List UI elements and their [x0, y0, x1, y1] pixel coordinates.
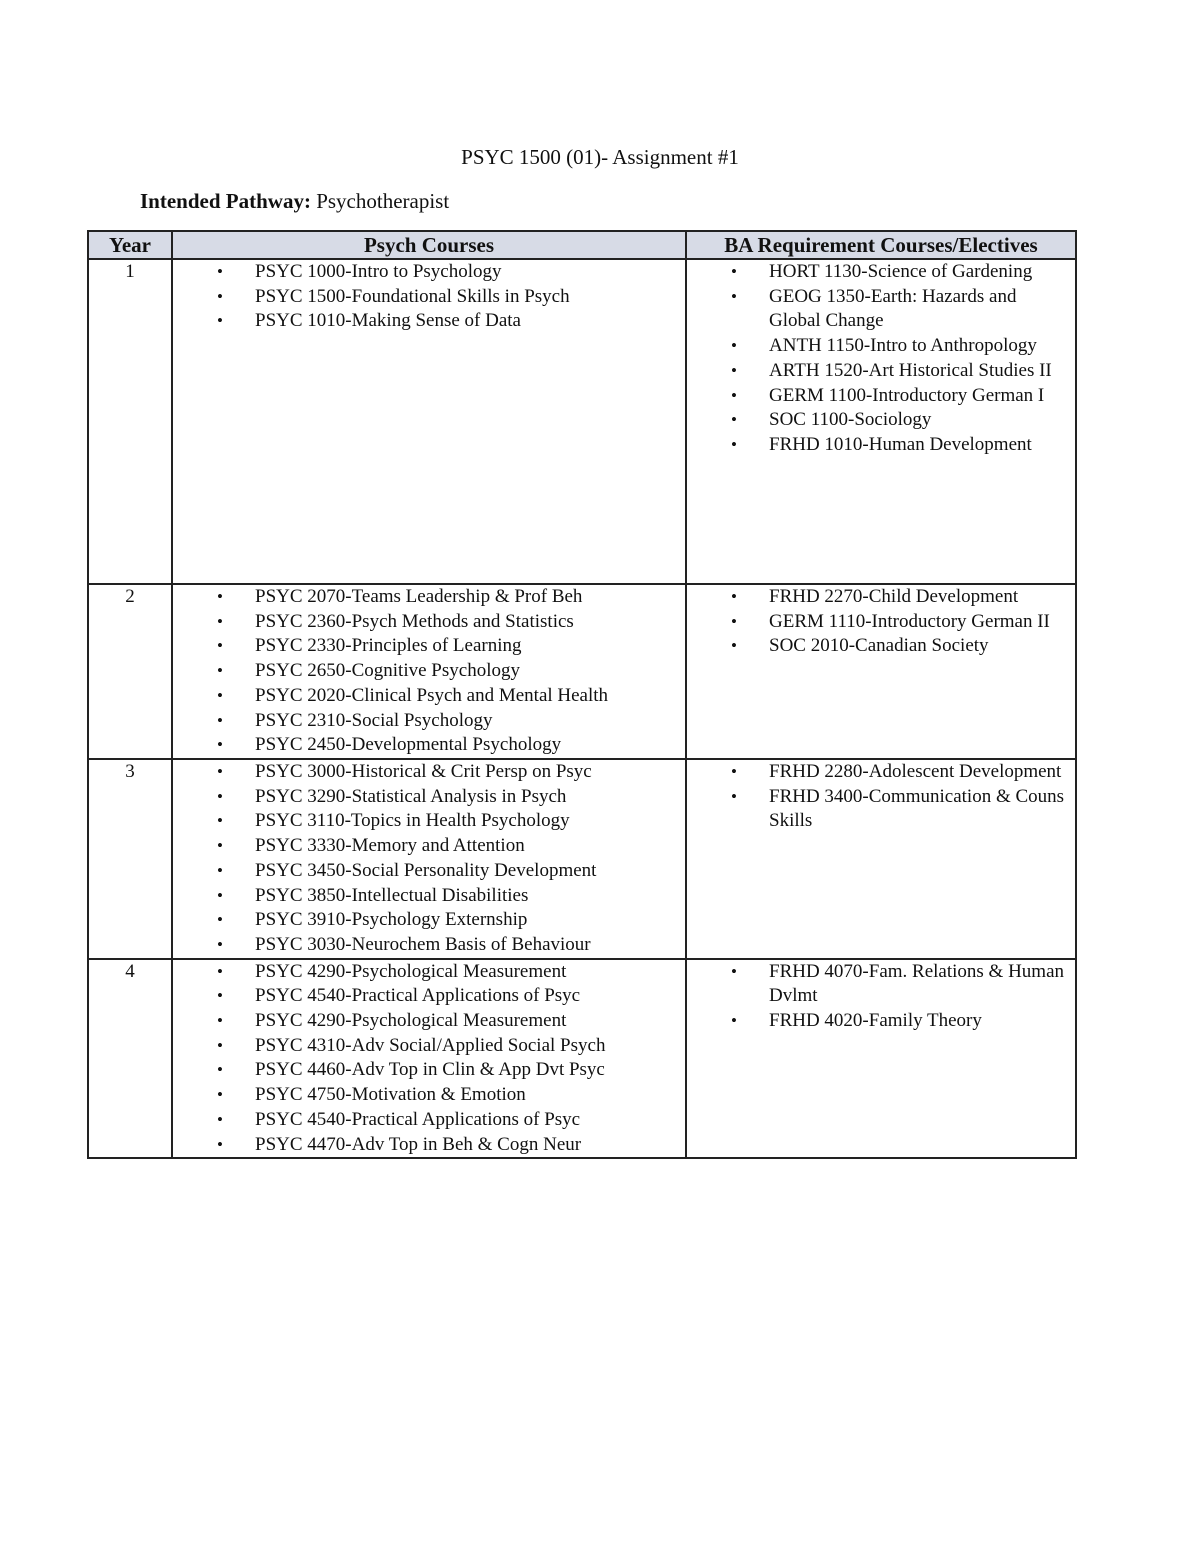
bullet-icon: • — [217, 1085, 223, 1105]
bullet-icon: • — [217, 262, 223, 281]
list-item — [687, 433, 1075, 458]
list-item — [173, 834, 685, 859]
psych-courses-cell — [172, 959, 686, 1159]
course-name: GEOG 1350-Earth: Hazards and Global Change — [769, 285, 1017, 332]
course-name: PSYC 2450-Developmental Psychology — [255, 734, 562, 756]
course-name: PSYC 1500-Foundational Skills in Psych — [255, 285, 570, 307]
course-name: FRHD 1010-Human Development — [769, 433, 1032, 455]
list-item — [687, 384, 1075, 409]
list-item — [173, 859, 685, 884]
bullet-icon: • — [217, 611, 223, 631]
bullet-icon: • — [731, 611, 737, 631]
list-item — [687, 760, 1075, 785]
psych-courses-cell — [172, 584, 686, 759]
ba-courses-cell — [686, 959, 1076, 1159]
bullet-icon: • — [217, 286, 223, 306]
list-item — [173, 884, 685, 909]
course-name: PSYC 2070-Teams Leadership & Prof Beh — [255, 586, 583, 607]
list-item — [173, 659, 685, 684]
header-year: Year — [88, 231, 172, 259]
bullet-icon: • — [217, 986, 223, 1006]
list-item — [687, 610, 1075, 635]
course-name: HORT 1130-Science of Gardening — [769, 261, 1033, 282]
course-name: PSYC 2020-Clinical Psych and Mental Health — [255, 684, 609, 706]
list-item — [173, 1009, 685, 1034]
course-name: PSYC 3450-Social Personality Development — [255, 859, 597, 881]
header-psych-courses: Psych Courses — [172, 231, 686, 259]
list-item — [687, 1009, 1075, 1034]
course-name: SOC 1100-Sociology — [769, 409, 932, 431]
year-cell: 1 — [88, 259, 172, 584]
bullet-icon: • — [217, 587, 223, 606]
psych-courses-cell — [172, 259, 686, 584]
ba-course-list — [687, 260, 1075, 458]
bullet-icon: • — [731, 587, 737, 606]
bullet-icon: • — [731, 434, 737, 454]
table-row — [88, 259, 1076, 584]
course-name: PSYC 4540-Practical Applications of Psyc — [255, 985, 581, 1007]
bullet-icon: • — [217, 1109, 223, 1129]
course-name: GERM 1110-Introductory German II — [769, 610, 1050, 632]
list-item — [173, 785, 685, 810]
course-name: PSYC 1010-Making Sense of Data — [255, 310, 521, 332]
list-item — [173, 760, 685, 785]
course-name: PSYC 3910-Psychology Externship — [255, 909, 528, 931]
psych-course-list — [173, 260, 685, 334]
course-name: FRHD 2270-Child Development — [769, 586, 1019, 607]
list-item — [173, 309, 685, 334]
course-name: GERM 1100-Introductory German I — [769, 384, 1045, 406]
list-item — [687, 408, 1075, 433]
bullet-icon: • — [731, 360, 737, 380]
bullet-icon: • — [217, 735, 223, 755]
list-item — [173, 1058, 685, 1083]
course-name: PSYC 3000-Historical & Crit Persp on Psyc — [255, 761, 592, 782]
list-item — [173, 1133, 685, 1158]
bullet-icon: • — [217, 710, 223, 730]
course-name: FRHD 4070-Fam. Relations & Human Dvlmt — [769, 960, 1065, 1007]
bullet-icon: • — [731, 786, 737, 806]
list-item — [173, 908, 685, 933]
course-name: SOC 2010-Canadian Society — [769, 635, 989, 657]
bullet-icon: • — [731, 336, 737, 356]
list-item — [173, 285, 685, 310]
bullet-icon: • — [217, 1011, 223, 1031]
list-item — [173, 960, 685, 985]
bullet-icon: • — [217, 636, 223, 656]
table-row — [88, 959, 1076, 1159]
bullet-icon: • — [731, 262, 737, 281]
document-title: PSYC 1500 (01)- Assignment #1 — [461, 145, 739, 169]
bullet-icon: • — [217, 934, 223, 954]
bullet-icon: • — [217, 1060, 223, 1080]
year-cell: 3 — [88, 759, 172, 959]
course-name: PSYC 4460-Adv Top in Clin & App Dvt Psyc — [255, 1059, 605, 1081]
list-item — [173, 1083, 685, 1108]
list-item — [687, 285, 1075, 334]
course-name: PSYC 2360-Psych Methods and Statistics — [255, 610, 574, 632]
pathway-label: Intended Pathway: — [140, 189, 311, 213]
list-item — [173, 634, 685, 659]
course-name: ANTH 1150-Intro to Anthropology — [769, 335, 1037, 357]
bullet-icon: • — [217, 836, 223, 856]
course-name: FRHD 2280-Adolescent Development — [769, 761, 1062, 782]
year-cell: 4 — [88, 959, 172, 1159]
bullet-icon: • — [217, 885, 223, 905]
course-name: PSYC 4290-Psychological Measurement — [255, 1010, 567, 1032]
course-name: PSYC 2310-Social Psychology — [255, 709, 493, 731]
bullet-icon: • — [217, 311, 223, 331]
bullet-icon: • — [217, 762, 223, 781]
ba-courses-cell — [686, 759, 1076, 959]
course-name: FRHD 4020-Family Theory — [769, 1010, 982, 1032]
list-item — [687, 960, 1075, 1009]
course-name: PSYC 1000-Intro to Psychology — [255, 261, 502, 282]
bullet-icon: • — [217, 860, 223, 880]
list-item — [687, 785, 1075, 834]
table-row — [88, 759, 1076, 959]
course-name: PSYC 3030-Neurochem Basis of Behaviour — [255, 933, 591, 955]
ba-course-list — [687, 760, 1075, 834]
course-name: PSYC 4750-Motivation & Emotion — [255, 1084, 526, 1106]
list-item — [687, 634, 1075, 659]
course-name: PSYC 2330-Principles of Learning — [255, 635, 522, 657]
course-plan-table — [87, 230, 1077, 1159]
psych-course-list — [173, 960, 685, 1158]
course-name: PSYC 3330-Memory and Attention — [255, 835, 525, 857]
list-item — [173, 684, 685, 709]
course-name: PSYC 3110-Topics in Health Psychology — [255, 810, 570, 832]
intended-pathway — [140, 187, 449, 215]
list-item — [173, 260, 685, 285]
course-name: PSYC 3290-Statistical Analysis in Psych — [255, 785, 567, 807]
table-header-row — [88, 231, 1076, 259]
psych-course-list — [173, 585, 685, 758]
bullet-icon: • — [217, 786, 223, 806]
bullet-icon: • — [731, 961, 737, 981]
bullet-icon: • — [731, 286, 737, 306]
bullet-icon: • — [217, 685, 223, 705]
list-item — [173, 733, 685, 758]
table-row — [88, 584, 1076, 759]
bullet-icon: • — [217, 910, 223, 930]
list-item — [173, 1034, 685, 1059]
list-item — [173, 984, 685, 1009]
bullet-icon: • — [731, 762, 737, 781]
bullet-icon: • — [217, 811, 223, 831]
list-item — [173, 709, 685, 734]
course-name: PSYC 4310-Adv Social/Applied Social Psych — [255, 1034, 606, 1056]
header-ba-courses: BA Requirement Courses/Electives — [686, 231, 1076, 259]
list-item — [687, 260, 1075, 285]
ba-course-list — [687, 585, 1075, 659]
list-item — [687, 585, 1075, 610]
course-name: PSYC 4540-Practical Applications of Psyc — [255, 1108, 581, 1130]
bullet-icon: • — [217, 1035, 223, 1055]
year-cell: 2 — [88, 584, 172, 759]
ba-course-list — [687, 960, 1075, 1034]
course-name: ARTH 1520-Art Historical Studies II — [769, 359, 1052, 381]
list-item — [173, 1108, 685, 1133]
bullet-icon: • — [731, 636, 737, 656]
ba-courses-cell — [686, 259, 1076, 584]
course-name: PSYC 4470-Adv Top in Beh & Cogn Neur — [255, 1133, 582, 1155]
list-item — [687, 334, 1075, 359]
list-item — [173, 933, 685, 958]
bullet-icon: • — [731, 410, 737, 430]
bullet-icon: • — [731, 1011, 737, 1031]
pathway-value: Psychotherapist — [316, 189, 450, 213]
bullet-icon: • — [731, 385, 737, 405]
bullet-icon: • — [217, 1134, 223, 1154]
course-name: PSYC 4290-Psychological Measurement — [255, 960, 567, 982]
course-name: PSYC 2650-Cognitive Psychology — [255, 660, 520, 682]
course-name: PSYC 3850-Intellectual Disabilities — [255, 884, 529, 906]
list-item — [173, 585, 685, 610]
list-item — [687, 359, 1075, 384]
psych-course-list — [173, 760, 685, 958]
psych-courses-cell — [172, 759, 686, 959]
ba-courses-cell — [686, 584, 1076, 759]
list-item — [173, 610, 685, 635]
list-item — [173, 809, 685, 834]
course-name: FRHD 3400-Communication & Couns Skills — [769, 785, 1065, 832]
bullet-icon: • — [217, 961, 223, 981]
bullet-icon: • — [217, 661, 223, 681]
